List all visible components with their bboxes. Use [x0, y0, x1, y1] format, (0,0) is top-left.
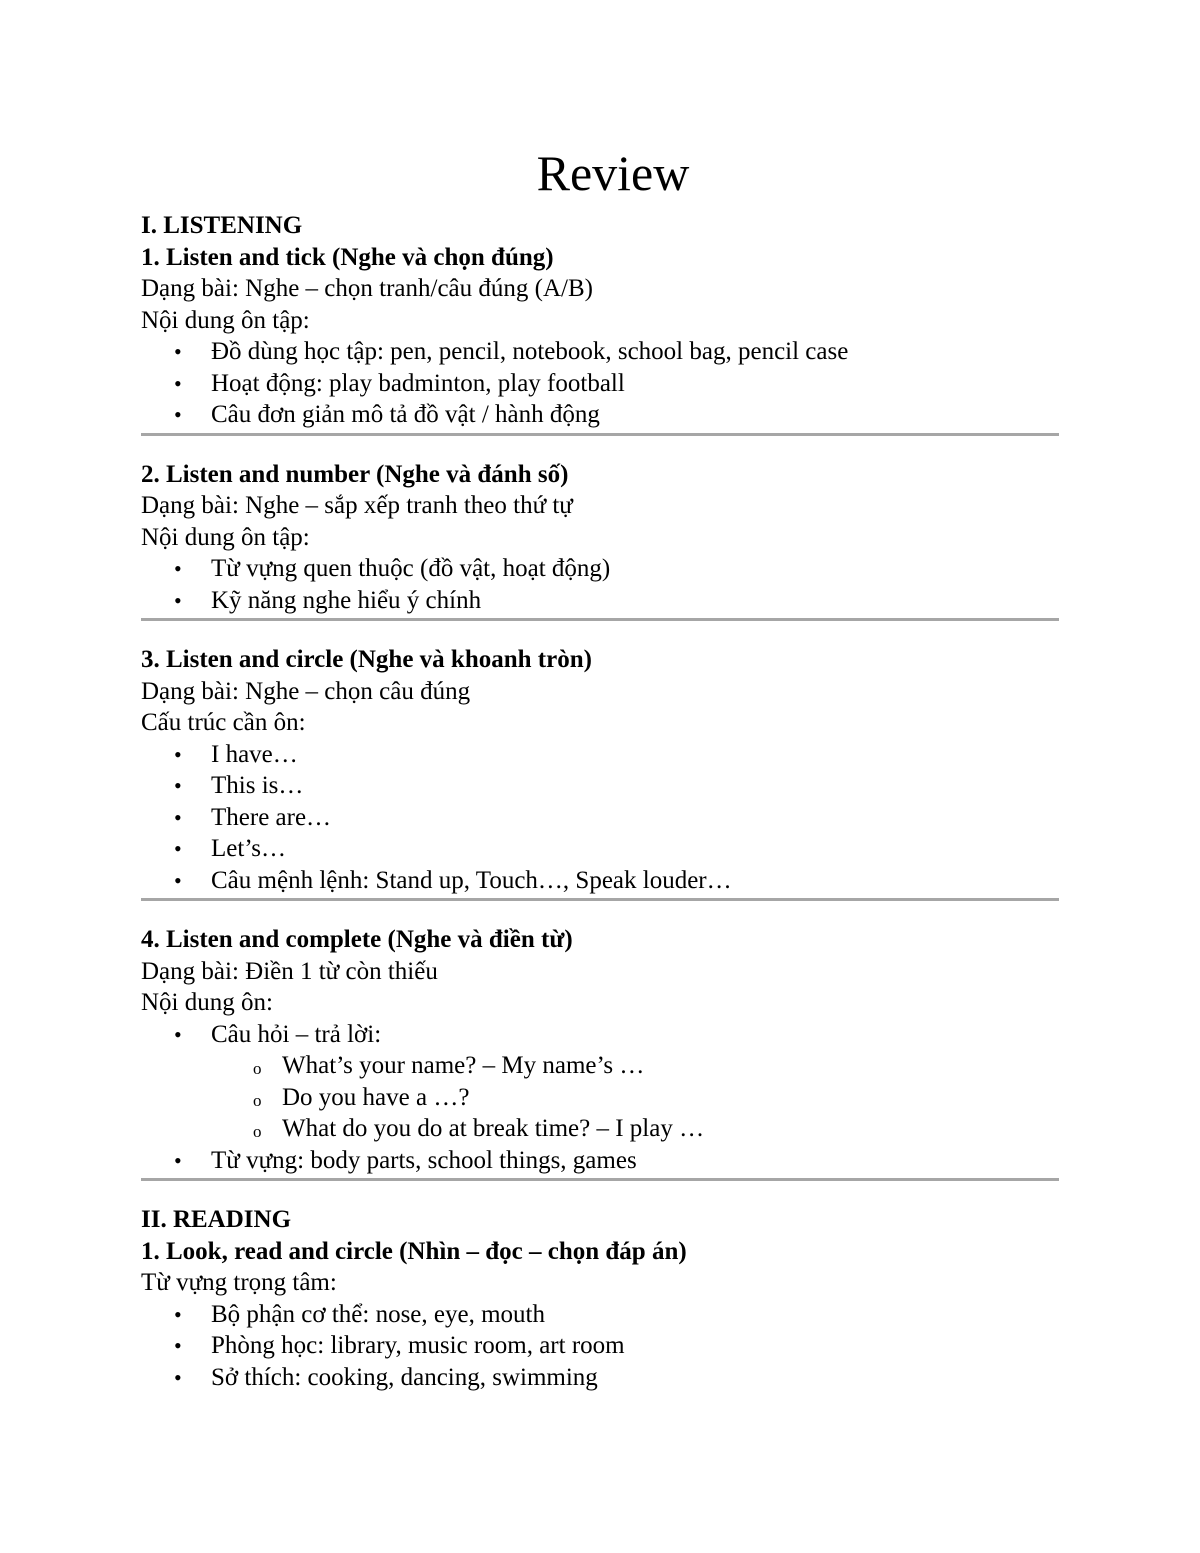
- circle-bullet-icon: o: [253, 1059, 262, 1078]
- bullet-icon: •: [174, 1147, 182, 1173]
- bullet-icon: •: [174, 1333, 182, 1358]
- listening-part-4: [141, 924, 1061, 1181]
- page-title: Review: [536, 145, 690, 201]
- exercise-type: Dạng bài: Nghe – chọn câu đúng: [141, 677, 471, 705]
- bullet-icon: •: [174, 804, 182, 830]
- exercise-type: Dạng bài: Nghe – sắp xếp tranh theo thứ tự: [141, 492, 573, 519]
- sub-bullet-list: [141, 1050, 1061, 1145]
- bullet-icon: •: [174, 836, 182, 861]
- bullet-icon: •: [174, 339, 182, 364]
- part-heading: 3. Listen and circle (Nghe và khoanh tròn): [141, 646, 592, 673]
- list-item: • Sở thích: cooking, dancing, swimming: [141, 1362, 1061, 1394]
- part-heading: 1. Listen and tick (Nghe và chọn đúng): [141, 243, 554, 271]
- bullet-icon: •: [174, 1021, 182, 1047]
- bullet-icon: •: [174, 741, 182, 767]
- section-heading-reading: II. READING: [141, 1206, 292, 1233]
- bullet-icon: •: [174, 867, 182, 893]
- bullet-list: [141, 553, 1061, 616]
- content-label: Từ vựng trọng tâm:: [141, 1269, 337, 1296]
- horizontal-rule: [141, 618, 1059, 621]
- bullet-icon: •: [174, 773, 182, 798]
- list-item: • Phòng học: library, music room, art room: [141, 1330, 1061, 1362]
- exercise-type: Dạng bài: Điền 1 từ còn thiếu: [141, 957, 438, 985]
- bullet-list: [141, 739, 1061, 897]
- bullet-icon: •: [174, 1301, 182, 1327]
- horizontal-rule: [141, 433, 1059, 436]
- part-heading: 1. Look, read and circle (Nhìn – đọc – chọn đáp án): [141, 1237, 687, 1265]
- bullet-icon: •: [174, 587, 182, 613]
- bullet-icon: •: [174, 1364, 182, 1390]
- listening-part-3: [141, 644, 1061, 901]
- list-item: • Bộ phận cơ thể: nose, eye, mouth: [141, 1299, 1061, 1331]
- list-item: • Từ vựng: body parts, school things, games: [141, 1145, 1061, 1177]
- list-item: • Câu đơn giản mô tả đồ vật / hành động: [141, 399, 1061, 431]
- horizontal-rule: [141, 898, 1059, 901]
- circle-bullet-icon: o: [253, 1090, 262, 1110]
- content-label: Nội dung ôn:: [141, 989, 273, 1016]
- content-label: Nội dung ôn tập:: [141, 306, 310, 334]
- list-item: • Câu hỏi – trả lời: o What’s your name? – My name’s … o Do you have a …? o What do you do at break time? – I play …: [141, 1019, 1061, 1145]
- list-item: • Hoạt động: play badminton, play football: [141, 368, 1061, 400]
- sub-list-item: o What’s your name? – My name’s …: [141, 1050, 1061, 1082]
- bullet-list: [141, 336, 1061, 431]
- list-item: • I have…: [141, 739, 1061, 771]
- bullet-list: [141, 1299, 1061, 1394]
- bullet-icon: •: [174, 370, 182, 396]
- reading-part-1: [141, 1236, 1061, 1394]
- list-item: • This is…: [141, 770, 1061, 802]
- list-item: • Câu mệnh lệnh: Stand up, Touch…, Speak louder…: [141, 865, 1061, 897]
- list-item: • There are…: [141, 802, 1061, 834]
- sub-list-item: o Do you have a …?: [141, 1082, 1061, 1114]
- list-item: • Let’s…: [141, 833, 1061, 865]
- section-heading-listening: I. LISTENING: [141, 212, 303, 239]
- bullet-icon: •: [174, 556, 182, 581]
- document-body: [141, 210, 1061, 1393]
- circle-bullet-icon: o: [253, 1122, 262, 1141]
- listening-part-2: [141, 459, 1061, 622]
- content-label: Nội dung ôn tập:: [141, 523, 310, 551]
- bullet-icon: •: [174, 402, 182, 427]
- part-heading: 4. Listen and complete (Nghe và điền từ): [141, 926, 573, 953]
- horizontal-rule: [141, 1178, 1059, 1181]
- list-item: • Kỹ năng nghe hiểu ý chính: [141, 585, 1061, 617]
- part-heading: 2. Listen and number (Nghe và đánh số): [141, 460, 569, 488]
- list-item: • Từ vựng quen thuộc (đồ vật, hoạt động): [141, 553, 1061, 585]
- exercise-type: Dạng bài: Nghe – chọn tranh/câu đúng (A/B): [141, 275, 593, 302]
- bullet-list: [141, 1019, 1061, 1177]
- content-label: Cấu trúc cần ôn:: [141, 709, 306, 736]
- sub-list-item: o What do you do at break time? – I play …: [141, 1113, 1061, 1145]
- listening-part-1: [141, 242, 1061, 436]
- list-item: • Đồ dùng học tập: pen, pencil, notebook, school bag, pencil case: [141, 336, 1061, 368]
